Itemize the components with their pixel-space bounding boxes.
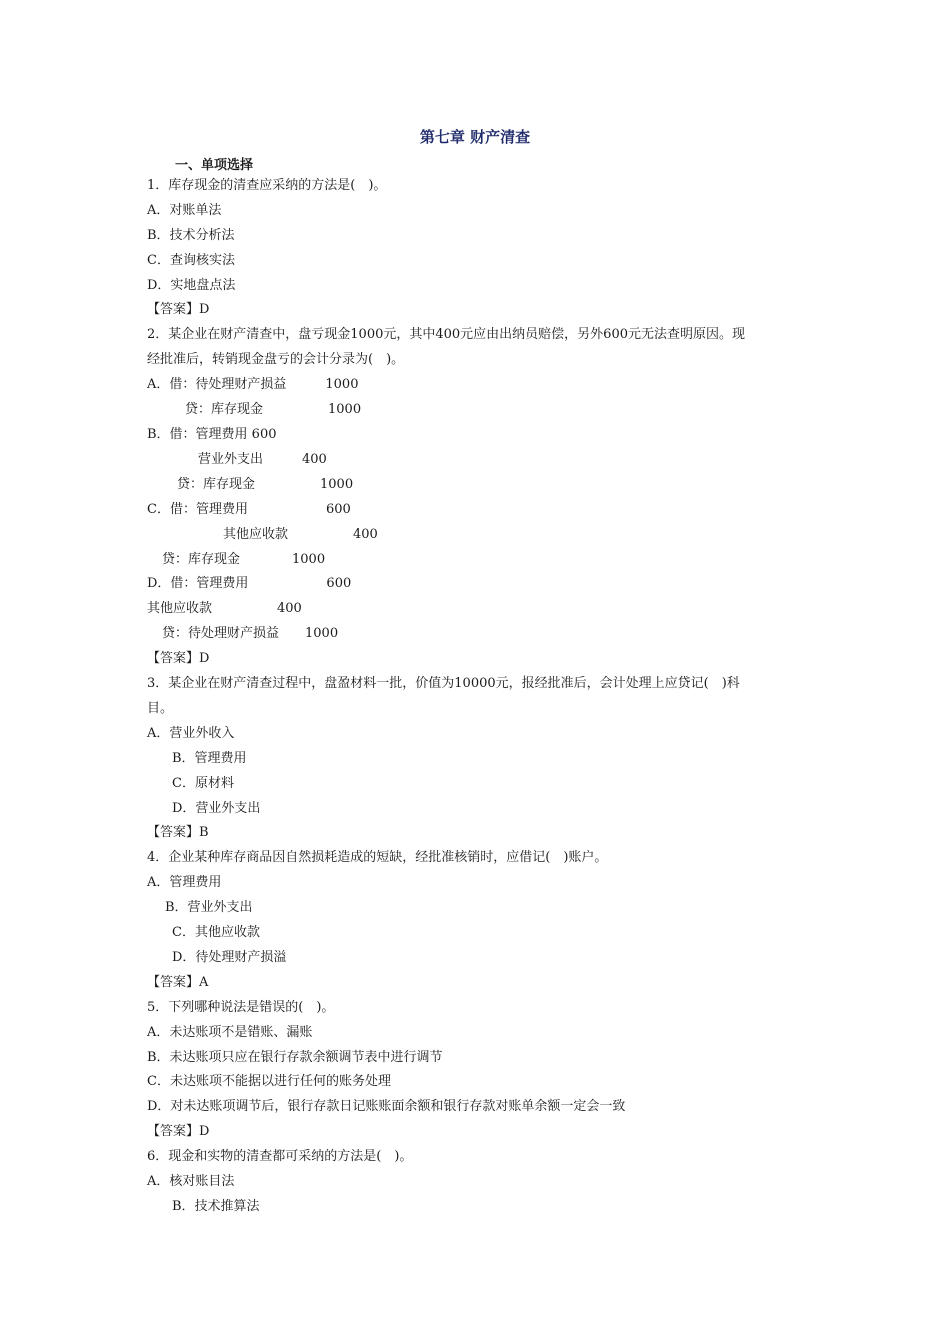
option-line: B．未达账项只应在银行存款余额调节表中进行调节 bbox=[147, 1050, 443, 1065]
option-line: C．查询核实法 bbox=[147, 253, 235, 268]
question-1: 1．库存现金的清查应采纳的方法是( )。 bbox=[147, 178, 387, 193]
option-line: C．原材料 bbox=[172, 776, 234, 791]
option-line: A．核对账目法 bbox=[147, 1174, 235, 1189]
question-6: 6．现金和实物的清查都可采纳的方法是( )。 bbox=[147, 1149, 413, 1164]
option-line: A．管理费用 bbox=[147, 875, 222, 890]
option-line: D．待处理财产损溢 bbox=[172, 950, 287, 965]
answer-line: 【答案】D bbox=[147, 302, 210, 317]
option-line: C．其他应收款 bbox=[172, 925, 260, 940]
section-heading: 一、单项选择 bbox=[175, 158, 254, 173]
question-3-cont: 目。 bbox=[147, 701, 174, 716]
option-line: C．未达账项不能据以进行任何的账务处理 bbox=[147, 1074, 391, 1089]
option-line: B．技术分析法 bbox=[147, 228, 235, 243]
question-4: 4．企业某种库存商品因自然损耗造成的短缺，经批准核销时，应借记( )账户。 bbox=[147, 850, 608, 865]
option-line: A．未达账项不是错账、漏账 bbox=[147, 1025, 313, 1040]
entry-line: 贷：待处理财产损益 1000 bbox=[162, 626, 339, 641]
chapter-title: 第七章 财产清查 bbox=[419, 128, 531, 146]
question-2-cont: 经批准后，转销现金盘亏的会计分录为( )。 bbox=[147, 352, 405, 367]
option-line: A．借：待处理财产损益 1000 bbox=[147, 377, 359, 392]
option-line: D．借：管理费用 600 bbox=[147, 576, 352, 591]
answer-line: 【答案】D bbox=[147, 651, 210, 666]
option-line: D．对未达账项调节后，银行存款日记账账面余额和银行存款对账单余额一定会一致 bbox=[147, 1099, 626, 1114]
entry-line: 其他应收款 400 bbox=[223, 527, 378, 542]
option-line: A．对账单法 bbox=[147, 203, 222, 218]
option-line: D．营业外支出 bbox=[172, 801, 261, 816]
option-line: D．实地盘点法 bbox=[147, 278, 236, 293]
entry-line: 贷：库存现金 1000 bbox=[177, 477, 354, 492]
question-2: 2．某企业在财产清查中，盘亏现金1000元，其中400元应由出纳员赔偿，另外600元无法查明原因。现 bbox=[147, 327, 745, 342]
answer-line: 【答案】B bbox=[147, 825, 209, 840]
question-3: 3．某企业在财产清查过程中，盘盈材料一批，价值为10000元，报经批准后，会计处理上应贷记( )科 bbox=[147, 676, 740, 691]
entry-line: 其他应收款 400 bbox=[147, 601, 302, 616]
option-line: C．借：管理费用 600 bbox=[147, 502, 351, 517]
answer-line: 【答案】A bbox=[147, 975, 209, 990]
option-line: B．管理费用 bbox=[172, 751, 247, 766]
entry-line: 贷：库存现金 1000 bbox=[185, 402, 362, 417]
option-line: B．技术推算法 bbox=[172, 1199, 260, 1214]
question-5: 5．下列哪种说法是错误的( )。 bbox=[147, 1000, 335, 1015]
option-line: B．营业外支出 bbox=[165, 900, 253, 915]
entry-line: 贷：库存现金 1000 bbox=[162, 552, 326, 567]
option-line: A．营业外收入 bbox=[147, 726, 235, 741]
entry-line: 营业外支出 400 bbox=[198, 452, 327, 467]
answer-line: 【答案】D bbox=[147, 1124, 210, 1139]
option-line: B．借：管理费用 600 bbox=[147, 427, 277, 442]
